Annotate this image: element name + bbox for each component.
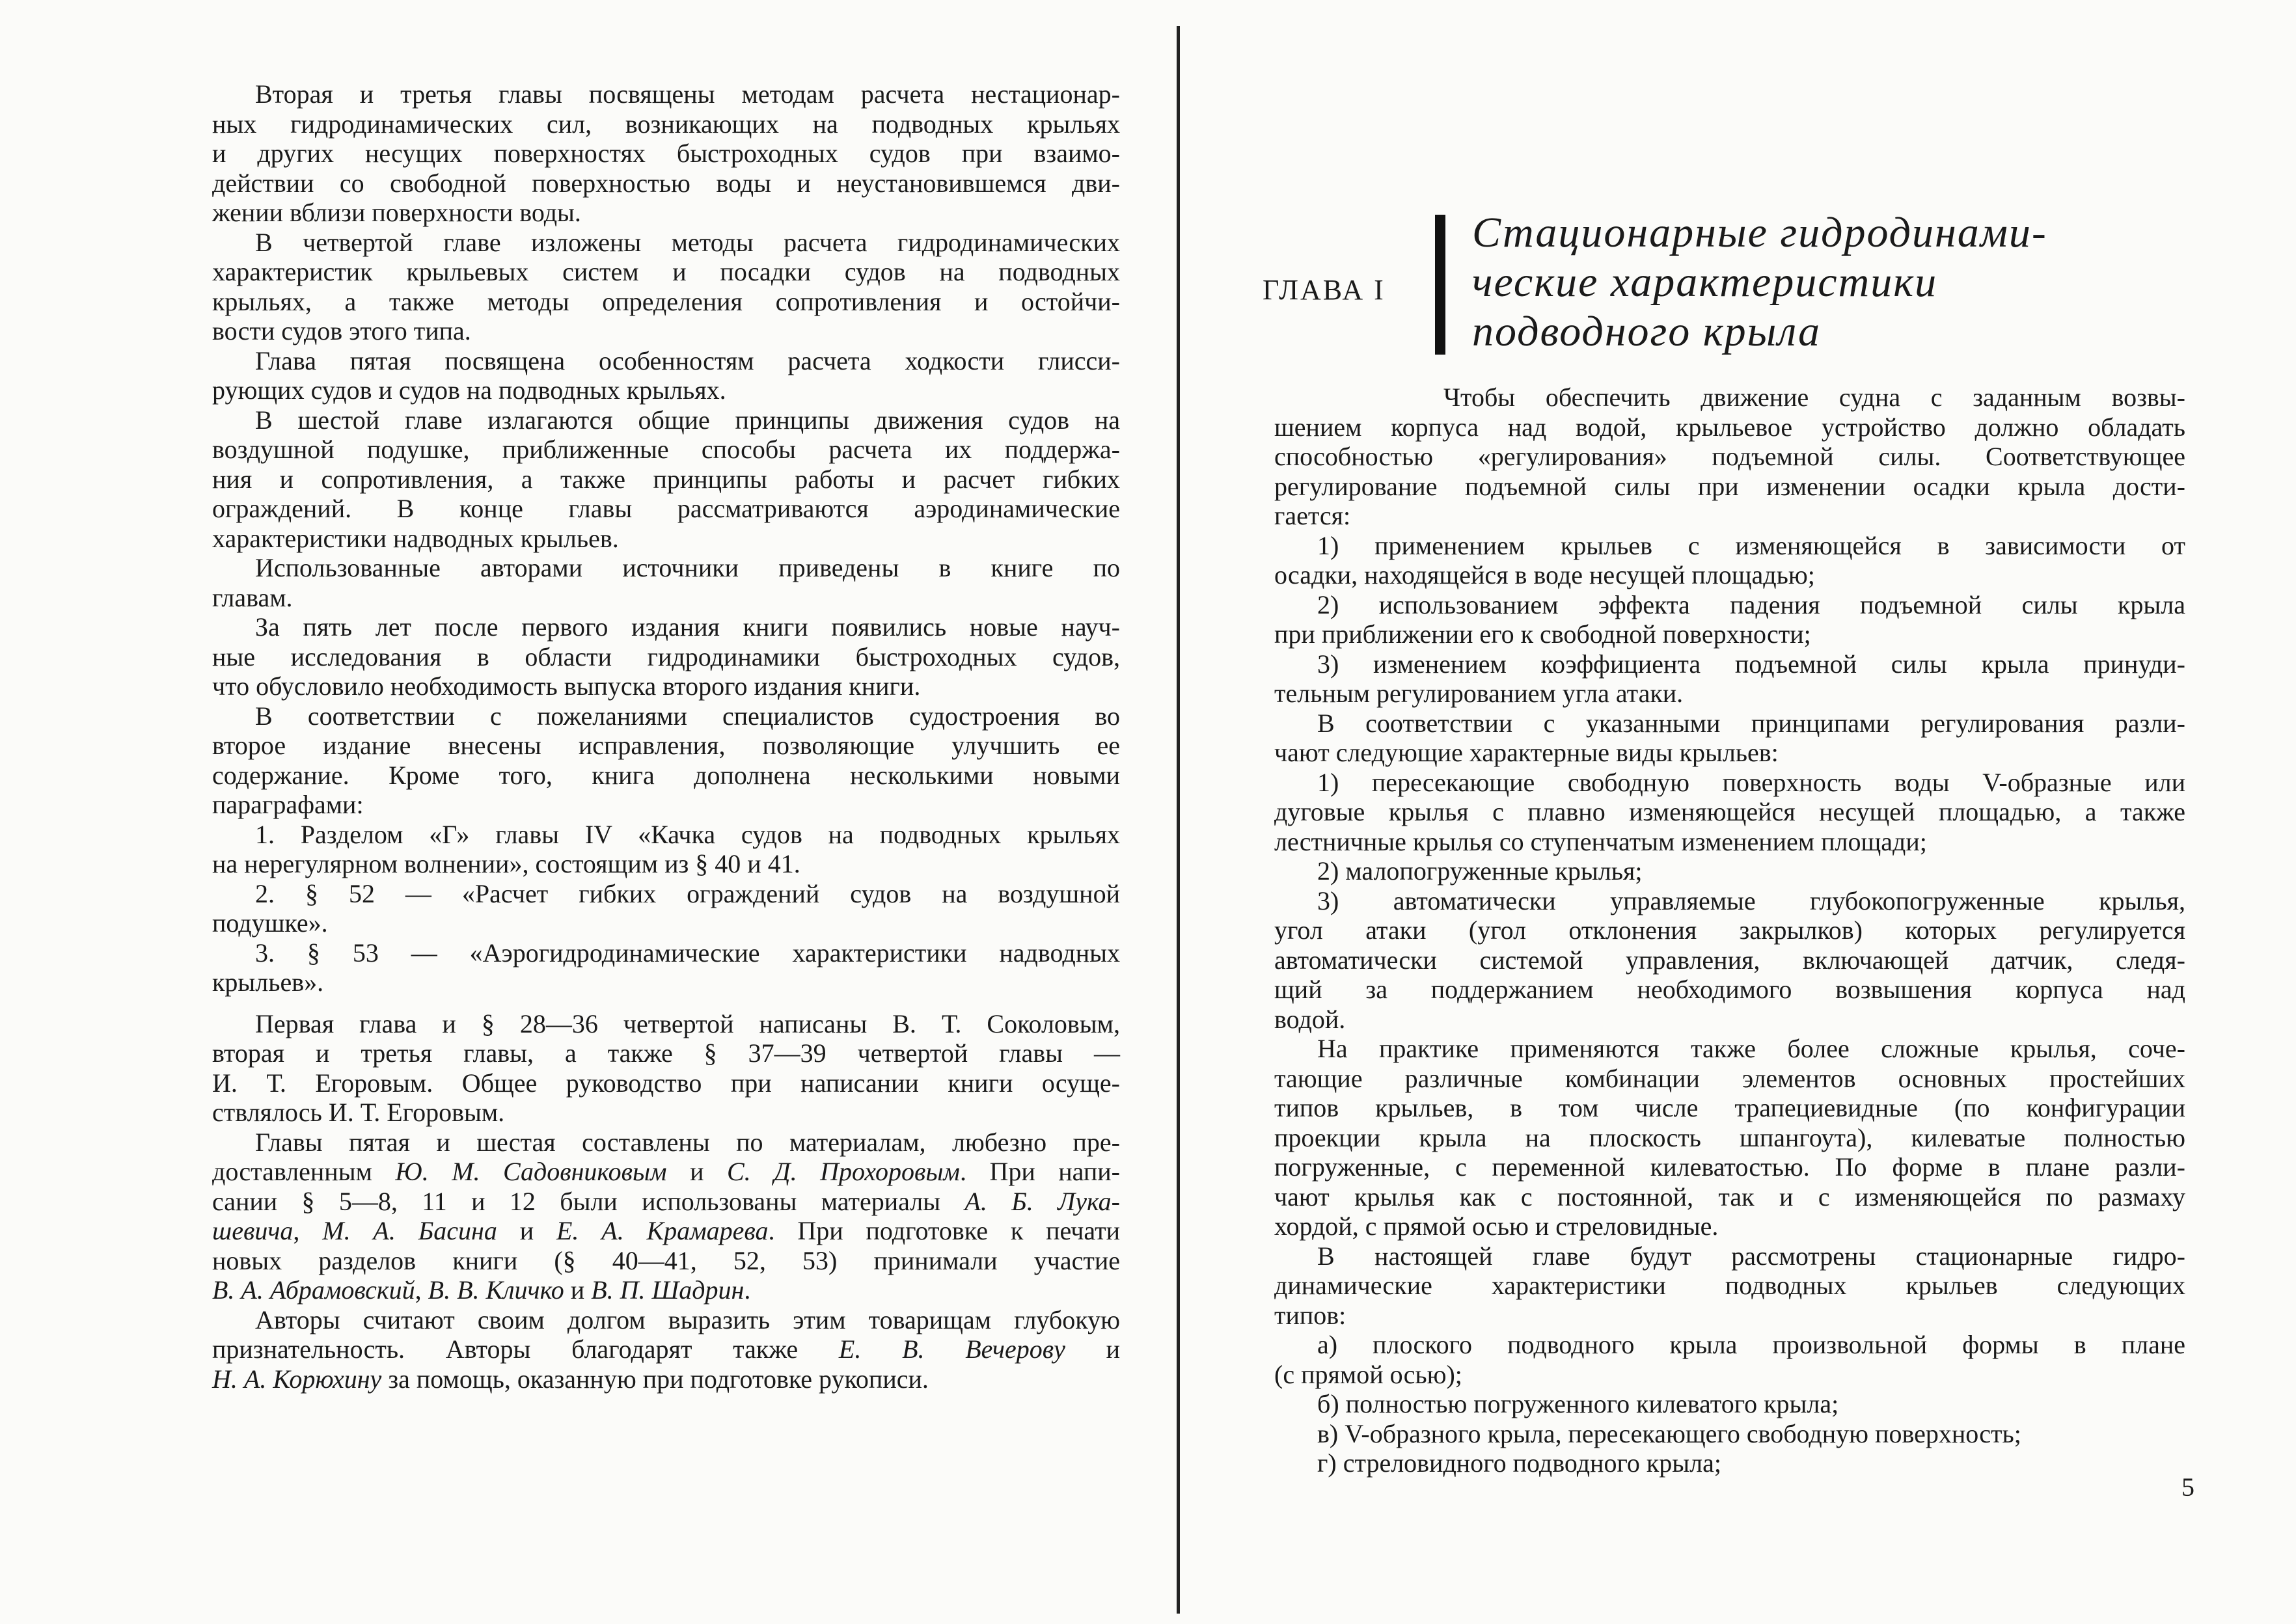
chapter-title bbox=[1472, 208, 2047, 357]
text-line bbox=[212, 1187, 1120, 1217]
text-line bbox=[212, 1216, 1120, 1246]
italic-name: Е. А. Крамарева bbox=[556, 1216, 769, 1245]
chapter-title-line: ческие характеристики bbox=[1472, 258, 1938, 306]
paragraph bbox=[212, 938, 1120, 997]
text-line: регулирование подъемной силы при изменении осадки крыла дости- bbox=[1274, 471, 2185, 501]
paragraph bbox=[212, 879, 1120, 938]
paragraph bbox=[1274, 886, 2185, 1035]
chapter-label: ГЛАВА I bbox=[1263, 274, 1386, 306]
text-line: лестничные крылья со ступенчатым изменением площади; bbox=[1274, 826, 1927, 856]
text-line: Чтобы обеспечить движение судна с заданным возвы- bbox=[1443, 383, 2185, 412]
italic-name: шевича bbox=[212, 1216, 294, 1245]
text-segment: . При подготовке к печати bbox=[768, 1216, 1120, 1245]
text-line: новых разделов книги (§ 40—41, 52, 53) принимали участие bbox=[212, 1245, 1120, 1275]
paragraph bbox=[1274, 1241, 2185, 1331]
chapter-title-bar bbox=[1435, 215, 1445, 355]
text-line: при приближении его к свободной поверхности; bbox=[1274, 619, 1811, 649]
text-segment: . При напи- bbox=[959, 1157, 1120, 1186]
paragraph bbox=[1274, 1034, 2185, 1241]
text-segment: сании § 5—8, 11 и 12 были использованы материалы bbox=[212, 1186, 965, 1216]
italic-name: Е. В. Вечерову bbox=[838, 1334, 1065, 1364]
text-line: ные исследования в области гидродинамики быстроходных судов, bbox=[212, 642, 1120, 671]
text-line: воздушной подушке, приближенные способы расчета их поддержа- bbox=[212, 435, 1120, 464]
text-line: тающие различные комбинации элементов основных простейших bbox=[1274, 1063, 2185, 1093]
text-line: хордой, с прямой осью и стреловидные. bbox=[1274, 1211, 1719, 1241]
left-page-body bbox=[212, 79, 1120, 1394]
text-line: осадки, находящейся в воде несущей площадью; bbox=[1274, 560, 1815, 589]
text-line: шением корпуса над водой, крыльевое устройство должно обладать bbox=[1274, 412, 2185, 442]
paragraph bbox=[212, 1305, 1120, 1394]
text-line: автоматически системой управления, включающей датчик, следя- bbox=[1274, 945, 2185, 975]
paragraph bbox=[1274, 856, 2185, 886]
italic-name: С. Д. Прохоровым bbox=[726, 1157, 960, 1186]
text-line: Первая глава и § 28—36 четвертой написаны В. Т. Соколовым, bbox=[255, 1008, 1120, 1038]
paragraph bbox=[212, 79, 1120, 228]
text-line: гается: bbox=[1274, 501, 1351, 530]
text-line: 1) применением крыльев с изменяющейся в зависимости от bbox=[1317, 530, 2185, 560]
text-segment: признательность. Авторы благодарят также bbox=[212, 1334, 839, 1364]
right-page-body bbox=[1274, 383, 2185, 1478]
text-line: 3) изменением коэффициента подъемной силы крыла принуди- bbox=[1317, 649, 2185, 679]
text-line: водой. bbox=[1274, 1004, 1346, 1034]
text-line: ствлялось И. Т. Егоровым. bbox=[212, 1098, 505, 1127]
text-line: типов крыльев, в том числе трапециевидные (по конфигурации bbox=[1274, 1093, 2185, 1122]
text-line: главам. bbox=[212, 582, 293, 612]
text-line: вости судов этого типа. bbox=[212, 316, 471, 345]
text-line: второе издание внесены исправления, позволяющие улучшить ее bbox=[212, 731, 1120, 760]
paragraph bbox=[1274, 531, 2185, 590]
text-segment: за помощь, оказанную при подготовке рукописи. bbox=[381, 1364, 929, 1394]
text-line: параграфами: bbox=[212, 790, 364, 819]
italic-name: Н. А. Корюхину bbox=[212, 1364, 382, 1394]
text-line: и других несущих поверхностях быстроходных судов при взаимо- bbox=[212, 139, 1120, 168]
text-line: На практике применяются также более сложные крылья, соче- bbox=[1317, 1034, 2185, 1063]
text-line: крыльях, а также методы определения сопротивления и остойчи- bbox=[212, 286, 1120, 316]
text-line: тельным регулированием угла атаки. bbox=[1274, 679, 1684, 708]
text-line: Использованные авторами источники приведены в книге по bbox=[255, 553, 1120, 582]
text-line: содержание. Кроме того, книга дополнена несколькими новыми bbox=[212, 760, 1120, 790]
text-line: вторая и третья главы, а также § 37—39 четвертой главы — bbox=[212, 1038, 1120, 1068]
paragraph bbox=[212, 1009, 1120, 1128]
text-line: В четвертой главе изложены методы расчета гидродинамических bbox=[255, 227, 1120, 257]
text-segment: и bbox=[1065, 1334, 1121, 1364]
text-line: 2) малопогруженные крылья; bbox=[1317, 856, 1643, 886]
paragraph bbox=[212, 820, 1120, 879]
text-line: действии со свободной поверхностью воды и неустановившемся дви- bbox=[212, 168, 1120, 198]
text-line: Главы пятая и шестая составлены по материалам, любезно пре- bbox=[255, 1127, 1120, 1157]
italic-name: А. Б. Лука- bbox=[964, 1186, 1121, 1216]
text-line: угол атаки (угол отклонения закрылков) которых регулируется bbox=[1274, 915, 2185, 945]
paragraph bbox=[1274, 1389, 2185, 1419]
text-segment: и bbox=[564, 1275, 592, 1305]
paragraph bbox=[1274, 383, 2185, 531]
text-line: чают крылья как с постоянной, так и с изменяющейся по размаху bbox=[1274, 1182, 2185, 1211]
text-line: погруженные, с переменной килеватостью. По форме в плане разли- bbox=[1274, 1152, 2185, 1182]
text-line: проекции крыла на плоскость шпангоута), килеватые полностью bbox=[1274, 1122, 2185, 1152]
text-segment: , bbox=[293, 1216, 323, 1245]
paragraph bbox=[1274, 709, 2185, 768]
text-line: чают следующие характерные виды крыльев: bbox=[1274, 738, 1779, 767]
page-gutter-divider bbox=[1177, 26, 1180, 1614]
text-line: типов: bbox=[1274, 1300, 1346, 1330]
italic-name: М. А. Басина bbox=[322, 1216, 497, 1245]
paragraph bbox=[1274, 1419, 2185, 1449]
text-line: подушке». bbox=[212, 908, 328, 938]
text-line: 3) автоматически управляемые глубокопогруженные крылья, bbox=[1317, 886, 2185, 915]
text-line: крыльев». bbox=[212, 968, 324, 997]
paragraph bbox=[212, 405, 1120, 554]
text-line: способностью «регулирования» подъемной силы. Соответствующее bbox=[1274, 442, 2185, 471]
text-line: Вторая и третья главы посвящены методам расчета нестационар- bbox=[255, 79, 1120, 109]
text-line: В соответствии с пожеланиями специалистов судостроения во bbox=[255, 701, 1120, 731]
text-line: в) V-образного крыла, пересекающего свободную поверхность; bbox=[1317, 1418, 2021, 1448]
text-line: (с прямой осью); bbox=[1274, 1359, 1462, 1389]
paragraph bbox=[212, 1128, 1120, 1305]
text-line: ных гидродинамических сил, возникающих на подводных крыльях bbox=[212, 109, 1120, 139]
text-line bbox=[212, 1364, 1120, 1394]
paragraph bbox=[212, 553, 1120, 612]
text-line: И. Т. Егоровым. Общее руководство при написании книги осуще- bbox=[212, 1068, 1120, 1098]
text-line: динамические характеристики подводных крыльев следующих bbox=[1274, 1271, 2185, 1300]
italic-name: В. П. Шадрин bbox=[591, 1275, 745, 1305]
text-line: В соответствии с указанными принципами регулирования разли- bbox=[1317, 708, 2185, 738]
text-line: б) полностью погруженного килеватого крыла; bbox=[1317, 1389, 1839, 1418]
text-segment: и bbox=[497, 1216, 556, 1245]
paragraph bbox=[1274, 768, 2185, 857]
italic-name: В. А. Абрамовский bbox=[212, 1275, 415, 1305]
text-line: 1. Разделом «Г» главы IV «Качка судов на подводных крыльях bbox=[255, 819, 1120, 849]
paragraph bbox=[212, 701, 1120, 820]
text-line: 1) пересекающие свободную поверхность воды V-образные или bbox=[1317, 767, 2185, 797]
text-line: В шестой главе излагаются общие принципы движения судов на bbox=[255, 405, 1120, 435]
text-segment: , bbox=[415, 1275, 428, 1305]
text-line: жении вблизи поверхности воды. bbox=[212, 198, 581, 227]
text-line: щий за поддержанием необходимого возвышения корпуса над bbox=[1274, 975, 2185, 1004]
paragraph bbox=[1274, 1330, 2185, 1389]
text-line bbox=[212, 1157, 1120, 1187]
text-line: 2. § 52 — «Расчет гибких ограждений судов на воздушной bbox=[255, 878, 1120, 908]
paragraph bbox=[1274, 649, 2185, 709]
text-line: а) плоского подводного крыла произвольной формы в плане bbox=[1317, 1330, 2185, 1359]
chapter-title-line: подводного крыла bbox=[1472, 308, 1821, 355]
italic-name: Ю. М. Садовниковым bbox=[395, 1157, 667, 1186]
text-line: 3. § 53 — «Аэрогидродинамические характеристики надводных bbox=[255, 938, 1120, 968]
text-line bbox=[212, 1334, 1120, 1364]
text-segment: и bbox=[666, 1157, 727, 1186]
text-line: За пять лет после первого издания книги появились новые науч- bbox=[255, 612, 1120, 642]
paragraph bbox=[212, 228, 1120, 346]
text-line: дуговые крылья с плавно изменяющейся несущей площадью, а также bbox=[1274, 797, 2185, 826]
paragraph bbox=[212, 612, 1120, 701]
text-segment: доставленным bbox=[212, 1157, 396, 1186]
text-line: Авторы считают своим долгом выразить этим товарищам глубокую bbox=[255, 1305, 1120, 1334]
italic-name: В. В. Кличко bbox=[428, 1275, 564, 1305]
text-line: 2) использованием эффекта падения подъемной силы крыла bbox=[1317, 589, 2185, 619]
text-line: характеристик крыльевых систем и посадки судов на подводных bbox=[212, 257, 1120, 286]
text-line: рующих судов и судов на подводных крыльях. bbox=[212, 375, 726, 405]
text-line bbox=[212, 1275, 1120, 1305]
paragraph bbox=[1274, 590, 2185, 649]
text-line: что обусловило необходимость выпуска второго издания книги. bbox=[212, 671, 921, 701]
text-segment: . bbox=[744, 1275, 751, 1305]
paragraph bbox=[212, 346, 1120, 405]
text-line: В настоящей главе будут рассмотрены стационарные гидро- bbox=[1317, 1241, 2185, 1271]
text-line: Глава пятая посвящена особенностям расчета ходкости глисси- bbox=[255, 345, 1120, 375]
paragraph bbox=[1274, 1448, 2185, 1478]
text-line: на нерегулярном волнении», состоящим из § 40 и 41. bbox=[212, 849, 800, 878]
text-line: характеристики надводных крыльев. bbox=[212, 523, 619, 553]
page-number: 5 bbox=[2181, 1472, 2194, 1502]
text-line: г) стреловидного подводного крыла; bbox=[1317, 1448, 1721, 1478]
chapter-title-line: Стационарные гидродинами- bbox=[1472, 209, 2047, 256]
text-line: ния и сопротивления, а также принципы работы и расчет гибких bbox=[212, 464, 1120, 494]
text-line: ограждений. В конце главы рассматриваются аэродинамические bbox=[212, 494, 1120, 523]
